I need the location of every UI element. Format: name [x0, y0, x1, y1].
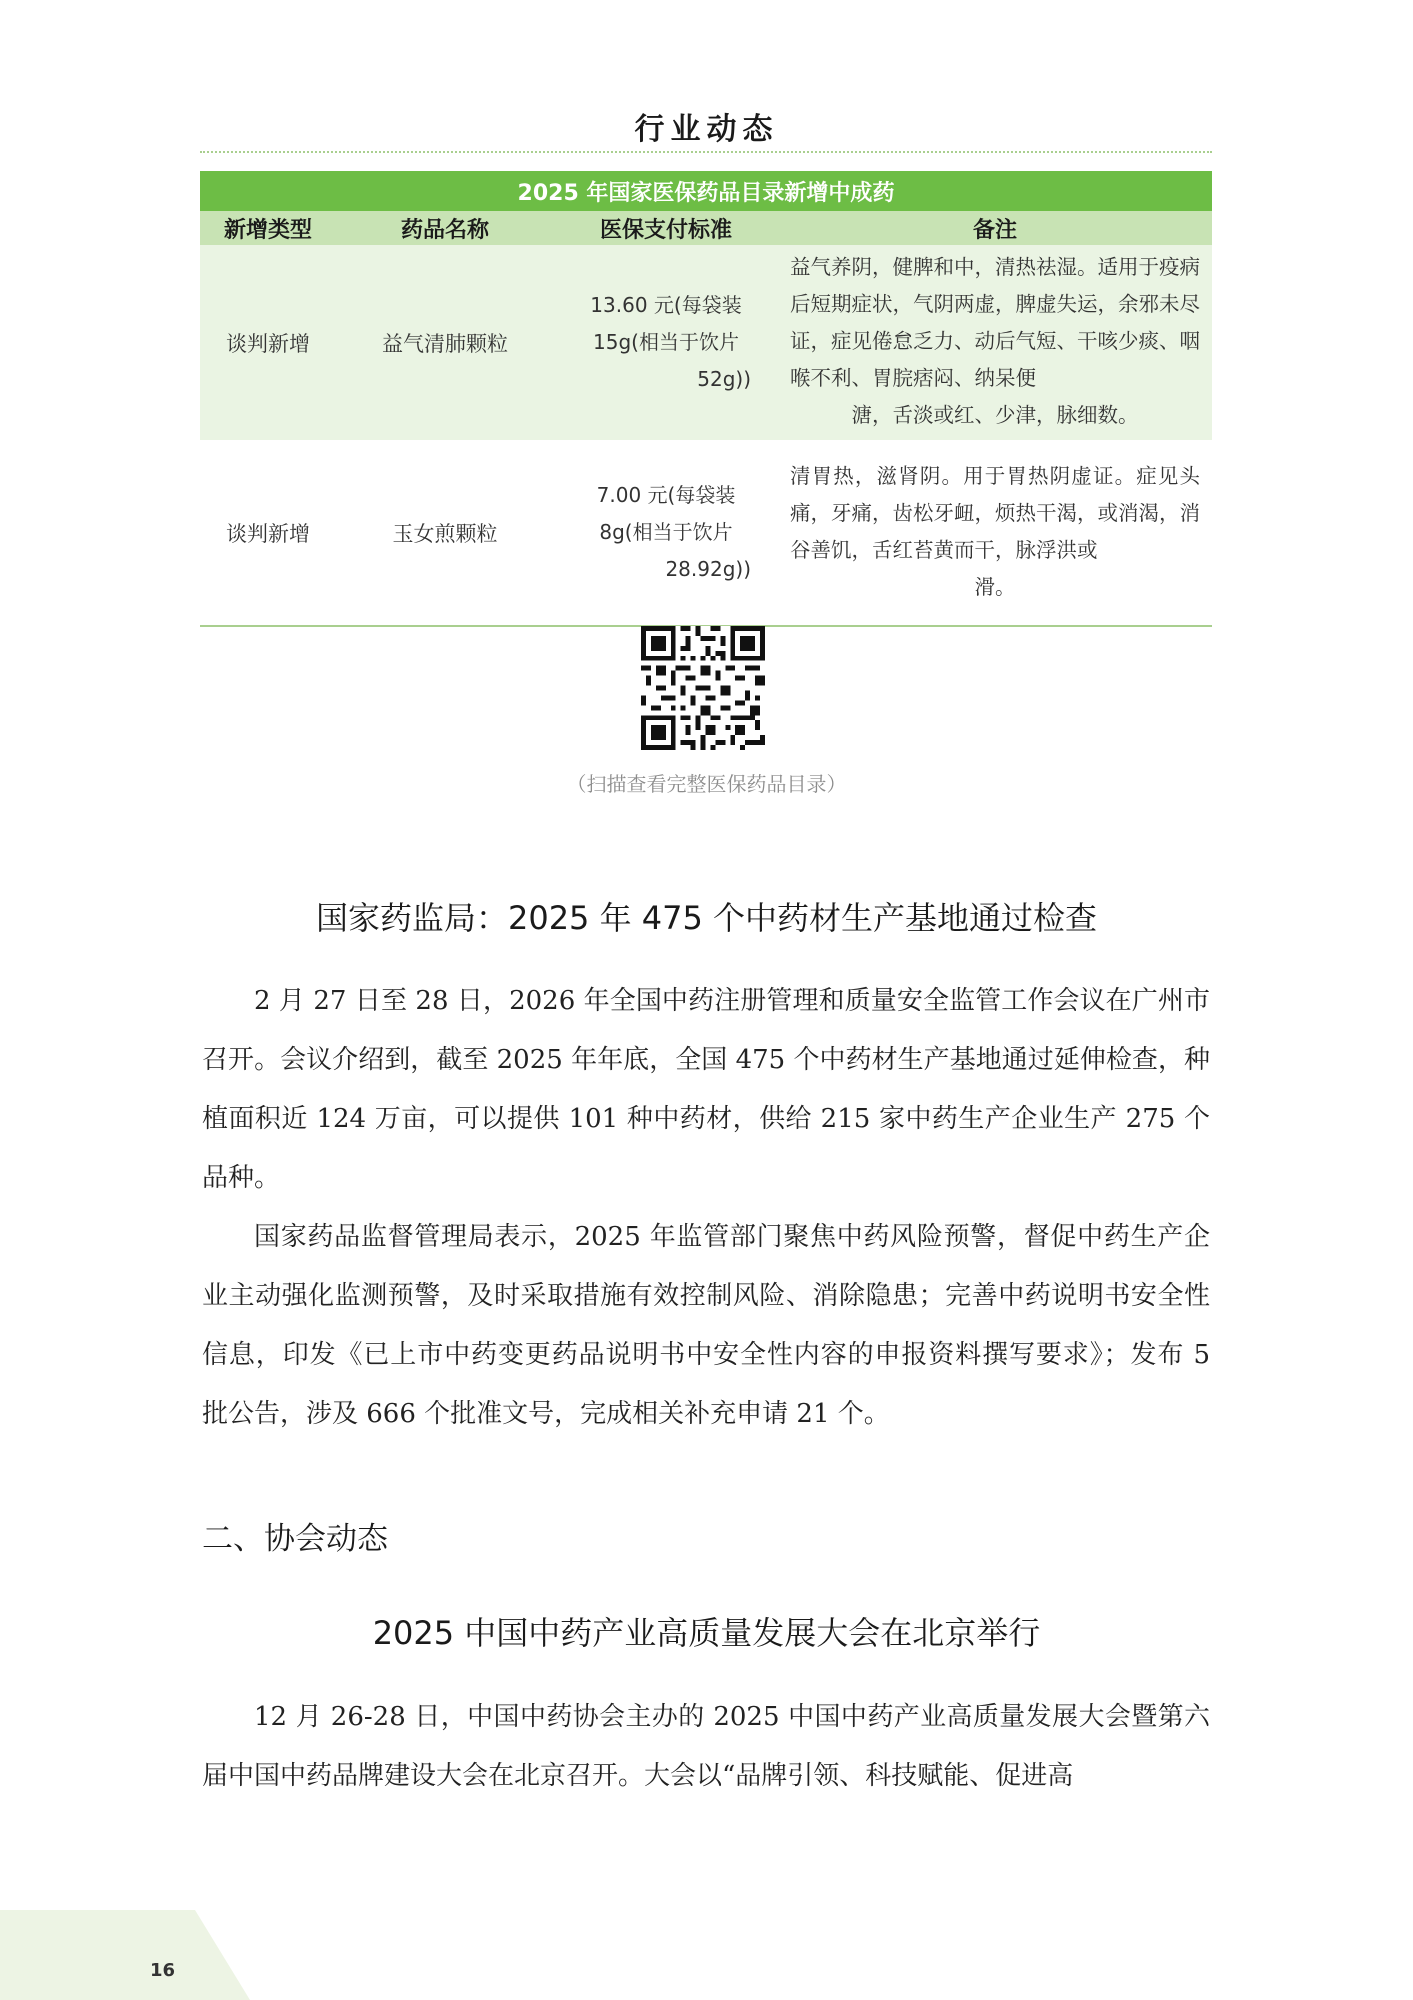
paragraph: 国家药品监督管理局表示，2025 年监管部门聚焦中药风险预警，督促中药生产企业主动强化监测预警，及时采取措施有效控制风险、消除隐患；完善中药说明书安全性信息，印发《已上市中药变更药品说明书中安全性内容的申报资料撰写要求》；发布 5 批公告，涉及 666 个批准文号，完成相关补充申请 21 个。: [202, 1222, 1210, 1429]
footer-tab: [0, 1910, 250, 2000]
remarks-text: 清胃热，滋肾阴。用于胃热阴虚证。症见头痛，牙痛，齿松牙衄，烦热干渴，或消渴，消谷善饥，舌红苔黄而干，脉浮洪或: [790, 463, 1200, 562]
remarks-cell: [778, 245, 1212, 440]
remarks-text-end: 滑。: [974, 574, 1016, 599]
remarks-text: 益气养阴，健脾和中，清热祛湿。适用于疫病后短期症状，气阴两虚，脾虚失运，余邪未尽证，症见倦怠乏力、动后气短、干咳少痰、咽喉不利、胃脘痞闷、纳呆便: [790, 255, 1200, 390]
page-number: 16: [150, 1960, 176, 1981]
drug-name-cell: 玉女煎颗粒: [336, 440, 554, 626]
table-row: [200, 440, 1212, 626]
section-heading: 二、协会动态: [202, 1521, 388, 1557]
payment-standard-line: 7.00 元(每袋装: [596, 483, 736, 507]
payment-standard-cell: [554, 440, 778, 626]
addition-type-cell: 谈判新增: [200, 245, 336, 440]
column-header: 医保支付标准: [554, 211, 778, 245]
table-row: [200, 245, 1212, 440]
remarks-text-end: 溏，舌淡或红、少津，脉细数。: [851, 403, 1139, 427]
payment-standard-line: 8g(相当于饮片: [599, 520, 733, 544]
table-header-row: [200, 211, 1212, 245]
paragraph: 12 月 26-28 日，中国中药协会主办的 2025 中国中药产业高质量发展大会暨第六届中国中药品牌建设大会在北京召开。大会以“品牌引领、科技赋能、促进高: [202, 1702, 1210, 1791]
column-header: 新增类型: [200, 211, 336, 245]
header-divider: [200, 151, 1212, 153]
page-header-title: 行业动态: [634, 112, 779, 147]
qr-code[interactable]: [641, 626, 765, 750]
remarks-cell: [778, 440, 1212, 626]
table-title: 2025 年国家医保药品目录新增中成药: [200, 171, 1212, 211]
drug-name-cell: 益气清肺颗粒: [336, 245, 554, 440]
paragraph: 2 月 27 日至 28 日，2026 年全国中药注册管理和质量安全监管工作会议在广州市召开。会议介绍到，截至 2025 年年底，全国 475 个中药材生产基地通过延伸检查，种植面积近 124 万亩，可以提供 101 种中药材，供给 215 家中药生产企业生产 275 个品种。: [202, 986, 1210, 1193]
qr-caption: （扫描查看完整医保药品目录）: [566, 772, 847, 796]
payment-standard-line: 13.60 元(每袋装: [590, 293, 742, 317]
payment-standard-line: 28.92g)): [665, 557, 751, 581]
medicine-table: [200, 171, 1212, 627]
addition-type-cell: 谈判新增: [200, 440, 336, 626]
payment-standard-line: 15g(相当于饮片: [593, 330, 739, 354]
column-header: 备注: [778, 211, 1212, 245]
article-heading: 2025 中国中药产业高质量发展大会在北京举行: [372, 1614, 1041, 1652]
payment-standard-line: 52g)): [697, 367, 751, 391]
payment-standard-cell: [554, 245, 778, 440]
article-heading: 国家药监局：2025 年 475 个中药材生产基地通过检查: [315, 899, 1098, 937]
column-header: 药品名称: [336, 211, 554, 245]
